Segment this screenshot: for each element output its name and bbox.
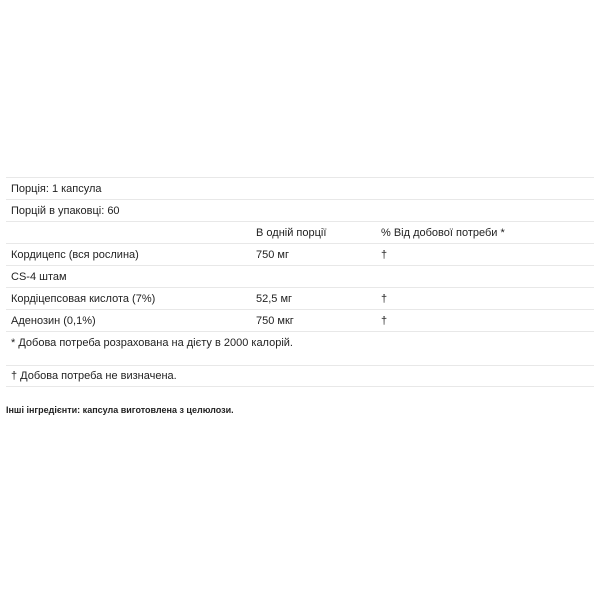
header-amount: В одній порції <box>256 226 327 239</box>
footnote-daily-value-row <box>6 331 594 365</box>
table-header-row <box>6 221 594 243</box>
ingredient-daily-value: † <box>381 314 388 327</box>
footnote-daily-value: * Добова потреба розрахована на дієту в 2000 калорій. <box>11 337 293 349</box>
servings-per-container-row <box>6 199 594 221</box>
ingredient-daily-value: † <box>381 248 388 261</box>
servings-per-container: Порцій в упаковці: 60 <box>11 204 120 217</box>
ingredient-amount: 750 мг <box>256 248 289 261</box>
table-row <box>6 287 594 309</box>
footnote-not-established-row <box>6 365 594 387</box>
table-row <box>6 265 594 287</box>
ingredient-amount: 750 мкг <box>256 314 294 327</box>
other-ingredients: Інші інгредієнти: капсула виготовлена з целюлози. <box>6 405 234 415</box>
ingredient-daily-value: † <box>381 292 388 305</box>
ingredient-name: Кордіцепсовая кислота (7%) <box>11 292 156 305</box>
footnote-not-established: † Добова потреба не визначена. <box>11 370 177 382</box>
header-daily-value: % Від добової потреби * <box>381 226 505 239</box>
ingredient-amount: 52,5 мг <box>256 292 293 305</box>
ingredient-name: Кордицепс (вся рослина) <box>11 248 139 261</box>
table-row <box>6 243 594 265</box>
supplement-facts-table <box>6 177 594 387</box>
serving-size-row <box>6 177 594 199</box>
ingredient-name: CS-4 штам <box>11 270 67 283</box>
ingredient-name: Аденозин (0,1%) <box>11 314 96 327</box>
table-row <box>6 309 594 331</box>
serving-size: Порція: 1 капсула <box>11 182 102 195</box>
